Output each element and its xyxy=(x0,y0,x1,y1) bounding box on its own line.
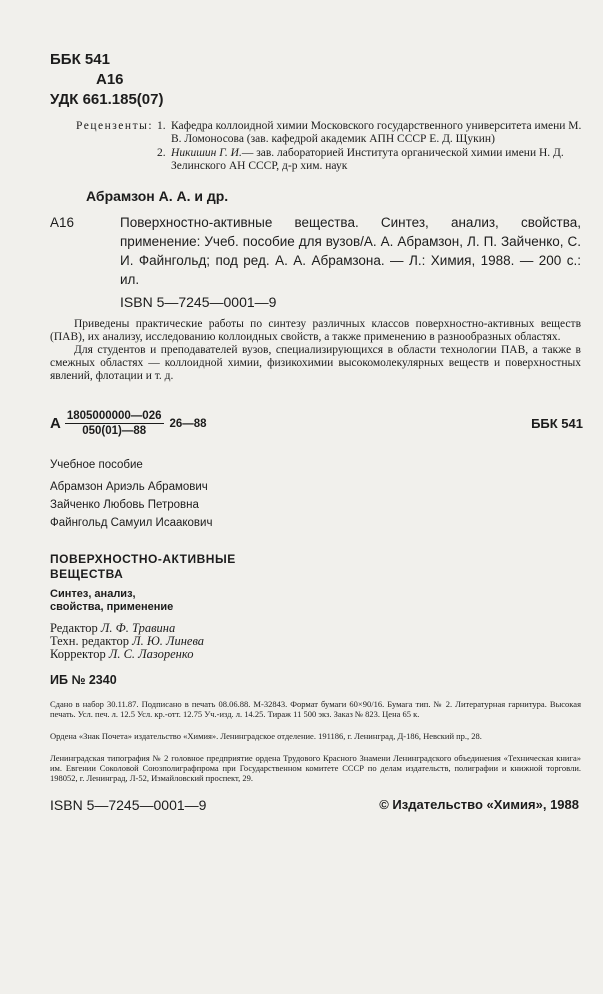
authors-list xyxy=(50,478,583,532)
book-title: ПОВЕРХНОСТНО-АКТИВНЫЕ ВЕЩЕСТВА xyxy=(50,552,236,581)
entry-isbn: ISBN 5—7245—0001—9 xyxy=(120,294,277,310)
udk-code: УДК 661.185(07) xyxy=(50,91,164,108)
book-subtitle: Синтез, анализ, свойства, применение xyxy=(50,588,174,613)
author-name: Абрамзон Ариэль Абрамович xyxy=(50,481,208,493)
author-name: Зайченко Любовь Петровна xyxy=(50,499,199,511)
reviewer-text: Никишин Г. И.— зав. лабораторией Института органической химии имени Н. Д. Зелинского АН СССР, д-р хим. наук xyxy=(171,147,564,172)
classification-codes xyxy=(50,50,583,110)
catalog-entry xyxy=(50,213,583,289)
editors-list xyxy=(50,622,583,661)
book-title-block xyxy=(50,552,583,614)
shelf-code: А $\frac{1805000000—026}{050(01)—88}$ 26—88 ББК 541 xyxy=(50,410,583,437)
annotation-paragraph: Для студентов и преподавателей вузов, специализирующихся в области технологии ПАВ, а также в смежных областях — коллоидной химии, физикохимии высокомолекулярных веществ и поверхностных явлений, флотации и т. д. xyxy=(50,344,581,382)
book-info xyxy=(50,456,583,532)
editor-line: Техн. редактор Л. Ю. Линева xyxy=(50,634,205,648)
reviewer-name: Никишин Г. И. xyxy=(171,147,242,159)
annotation xyxy=(50,318,583,383)
annotation-paragraph: Приведены практические работы по синтезу различных классов поверхностно-активных веществ (ПАВ), их анализу, исследованию коллоидных свойств, а также применению в разнообразных областях. xyxy=(50,318,581,343)
editor-line: Редактор Л. Ф. Травина xyxy=(50,621,176,635)
reviewer-item: 2. Никишин Г. И.— зав. лабораторией Института органической химии имени Н. Д. Зелинского АН СССР, д-р хим. наук xyxy=(157,147,583,173)
author-heading: Абрамзон А. А. и др. xyxy=(86,188,229,204)
author-mark: А16 xyxy=(96,71,124,88)
reviewer-text: Кафедра коллоидной химии Московского государственного университета имени М. В. Ломоносова (зав. кафедрой академик АПН СССР Е. Д. Щукин) xyxy=(171,120,582,145)
entry-description: Поверхностно-активные вещества. Синтез, анализ, свойства, применение: Учеб. пособие для вузов/А. А. Абрамзон, Л. П. Зайченко, С. И. Файнгольд; под ред. А. А. Абрамзона. — Л.: Химия, 1988. — 200 с.: ил. xyxy=(120,215,581,287)
book-type: Учебное пособие xyxy=(50,459,143,471)
shelf-fraction: $\frac{1805000000—026}{050(01)—88}$ xyxy=(66,410,162,437)
reviewers-block xyxy=(50,120,583,174)
footer-isbn: ISBN 5—7245—0001—9 xyxy=(50,797,207,813)
shelf-bbk: ББК 541 xyxy=(531,416,583,431)
printing-house: Ленинградская типография № 2 головное предприятие ордена Трудового Красного Знамени Ленинградского объединения «Техническая книга» им. Евгении Соколовой Союзполиграфпрома при Государственном комитете СССР по делам издательств, полиграфии и книжной торговли. 198052, г. Ленинград, Л-52, Измайловский проспект, 29. xyxy=(50,753,581,783)
reviewers-label: Рецензенты: xyxy=(76,120,154,132)
editor-line: Корректор Л. С. Лазоренко xyxy=(50,647,194,661)
author-name: Файнгольд Самуил Исаакович xyxy=(50,517,213,529)
footer xyxy=(50,797,583,813)
entry-code: А16 xyxy=(50,215,75,230)
printing-details: Сдано в набор 30.11.87. Подписано в печать 08.06.88. М-32843. Формат бумаги 60×90/16. Бумага тип. № 2. Литературная гарнитура. Высокая печать. Усл. печ. л. 12.5 Усл. кр.-отт. 12.75 Уч.-изд. л. 14.25. Тираж 11 500 экз. Заказ № 823. Цена 65 к. xyxy=(50,699,581,719)
bbk-code: ББК 541 xyxy=(50,51,110,68)
reviewers-list xyxy=(157,120,583,174)
copyright: © Издательство «Химия», 1988 xyxy=(379,797,579,812)
publisher-address: Ордена «Знак Почета» издательство «Химия». Ленинградское отделение. 191186, г. Ленинград, Д-186, Невский пр., 28. xyxy=(50,731,482,741)
reviewer-item: 1. Кафедра коллоидной химии Московского государственного университета имени М. В. Ломоносова (зав. кафедрой академик АПН СССР Е. Д. Щукин) xyxy=(157,120,582,145)
ib-number: ИБ № 2340 xyxy=(50,673,117,687)
